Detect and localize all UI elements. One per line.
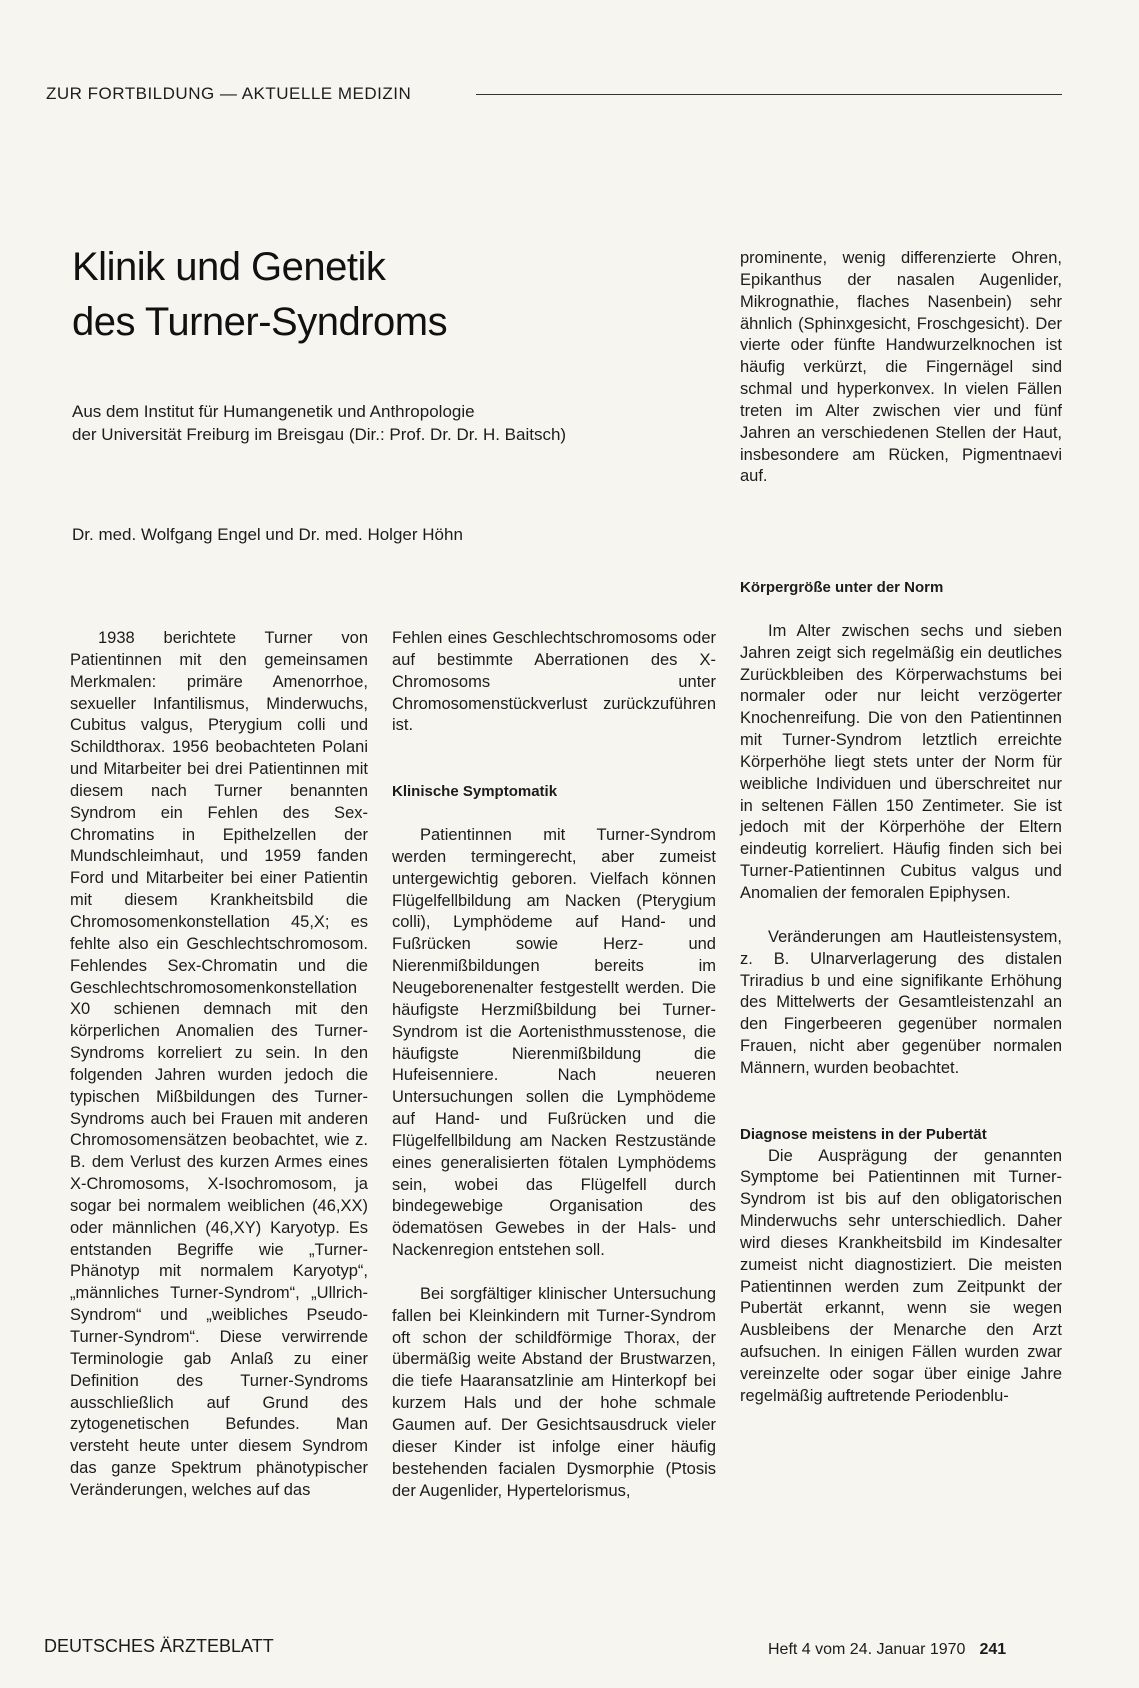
institute-affiliation xyxy=(72,400,566,446)
text-column-1 xyxy=(70,628,368,1502)
issue-info xyxy=(768,1641,1006,1659)
institute-line-1: Aus dem Institut für Humangenetik und Anthropologie xyxy=(72,402,475,421)
section-heading: Körpergröße unter der Norm xyxy=(740,579,944,596)
text-column-2 xyxy=(392,628,716,1502)
text-column-3-top xyxy=(740,248,1062,488)
section-heading: Diagnose meistens in der Pubertät xyxy=(740,1125,987,1143)
authors: Dr. med. Wolfgang Engel und Dr. med. Holger Höhn xyxy=(72,525,463,544)
section-heading: Klinische Symptomatik xyxy=(392,783,558,801)
paragraph: Fehlen eines Geschlechtschromosoms oder auf bestimmte Aberrationen des X-Chromosoms unter Chromosomenstückverlust zurückzuführen ist. xyxy=(392,629,716,735)
title-line-2: des Turner-Syndroms xyxy=(72,300,448,344)
paragraph: Im Alter zwischen sechs und sieben Jahren zeigt sich regelmäßig ein deutliches Zurückbleiben des Körperwachstums bei normaler oder nur leicht verzögerter Knochenreifung. Die von den Patientinnen mit Turner-Syndrom letztlich erreichte Körperhöhe liegt stets unter der Norm für weibliche Individuen und überschreitet nur in seltenen Fällen 150 Zentimeter. Sie ist jedoch mit der Körperhöhe der Eltern eindeutig korreliert. Häufig finden sich bei Turner-Patientinnen Cubitus valgus und Anomalien der femoralen Epiphysen. xyxy=(740,621,1062,902)
title-line-1: Klinik und Genetik xyxy=(72,245,386,289)
paragraph: Veränderungen am Hautleistensystem, z. B. Ulnarverlagerung des distalen Triradius b und eine signifikante Erhöhung des Mittelwerts der Gesamtleistenzahl an den Fingerbeeren gegenüber normalen Frauen, nicht aber gegenüber normalen Männern, wurden beobachtet. xyxy=(740,927,1062,1077)
journal-name: DEUTSCHES ÄRZTEBLATT xyxy=(44,1636,274,1656)
text-column-3 xyxy=(740,577,1062,1408)
header-rule xyxy=(476,94,1062,95)
paragraph: Patientinnen mit Turner-Syndrom werden termingerecht, aber zumeist untergewichtig geboren. Vielfach können Flügelfellbildung am Nacken (Pterygium colli), Lymphödeme auf Hand- und Fußrücken sowie Herz- und Nierenmißbildungen bereits im Neugeborenenalter festgestellt werden. Die häufigste Herzmißbildung bei Turner-Syndrom ist die Aortenisthmusstenose, die häufigste Nierenmißbildung die Hufeisenniere. Nach neueren Untersuchungen sollen die Lymphödeme auf Hand- und Fußrücken und die Flügelfellbildung am Nacken Restzustände eines generalisierten fötalen Lymphödems sein, wobei das Flügelfell durch bindegewebige Organisation des ödematösen Gewebes in der Hals- und Nackenregion entstehen soll. xyxy=(392,826,716,1260)
page-number: 241 xyxy=(979,1641,1007,1658)
paragraph: Die Ausprägung der genannten Symptome bei Patientinnen mit Turner-Syndrom ist bis auf den obligatorischen Minderwuchs sehr unterschiedlich. Daher wird dieses Krankheitsbild im Kindesalter zumeist nicht diagnostiziert. Die meisten Patientinnen werden zum Zeitpunkt der Pubertät erkannt, wenn sie wegen Ausbleibens der Menarche den Arzt aufsuchen. In einigen Fällen wurden zwar vereinzelte oder sogar über einige Jahre regelmäßig auftretende Periodenblu- xyxy=(740,1146,1062,1405)
paragraph: Bei sorgfältiger klinischer Untersuchung fallen bei Kleinkindern mit Turner-Syndrom oft schon der schildförmige Thorax, der übermäßig weite Abstand der Brustwarzen, die tiefe Haaransatzlinie am Hinterkopf bei kurzem Hals und der hohe schmale Gaumen auf. Der Gesichtsausdruck vieler dieser Kinder ist infolge einer häufig bestehenden facialen Dysmorphie (Ptosis der Augenlider, Hypertelorismus, xyxy=(392,1284,716,1500)
paragraph: 1938 berichtete Turner von Patientinnen mit den gemeinsamen Merkmalen: primäre Amenorrhoe, sexueller Infantilismus, Minderwuchs, Cubitus valgus, Pterygium colli und Schildthorax. 1956 beobachteten Polani und Mitarbeiter bei drei Patientinnen mit diesem nach Turner benannten Syndrom ein Fehlen des Sex-Chromatins in Epithelzellen der Mundschleimhaut, und 1959 fanden Ford und Mitarbeiter bei einer Patientin mit diesem Krankheitsbild die Chromosomenkonstellation 45,X; es fehlte also ein Geschlechtschromosom. Fehlendes Sex-Chromatin und die Geschlechtschromosomenkonstellation X0 schienen demnach mit den körperlichen Anomalien des Turner-Syndroms korreliert zu sein. In den folgenden Jahren wurden jedoch die typischen Mißbildungen des Turner-Syndroms auch bei Frauen mit anderen Chromosomensätzen beobachtet, wie z. B. dem Verlust des kurzen Armes eines X-Chromosoms, X-Isochromosom, ja sogar bei normalem weiblichen (46,XX) oder männlichen (46,XY) Karyotyp. Es entstanden Begriffe wie „Turner-Phänotyp mit normalem Karyotyp“, „männliches Turner-Syndrom“, „Ullrich-Syndrom“ und „weibliches Pseudo-Turner-Syndrom“. Diese verwirrende Terminologie gab Anlaß zu einer Definition des Turner-Syndroms ausschließlich auf Grund des zytogenetischen Befundes. Man versteht heute unter diesem Syndrom das ganze Spektrum phänotypischer Veränderungen, welches auf das xyxy=(70,629,368,1499)
paragraph: prominente, wenig differenzierte Ohren, Epikanthus der nasalen Augenlider, Mikrognathie, flaches Nasenbein) sehr ähnlich (Sphinxgesicht, Froschgesicht). Der vierte oder fünfte Handwurzelknochen ist häufig verkürzt, die Fingernägel sind schmal und hyperkonvex. In vielen Fällen treten im Alter zwischen vier und fünf Jahren an verschiedenen Stellen der Haut, insbesondere am Rücken, Pigmentnaevi auf. xyxy=(740,249,1062,486)
issue-date: Heft 4 vom 24. Januar 1970 xyxy=(768,1641,966,1658)
article-title xyxy=(72,240,447,350)
institute-line-2: der Universität Freiburg im Breisgau (Dir.: Prof. Dr. Dr. H. Baitsch) xyxy=(72,425,567,444)
section-label: ZUR FORTBILDUNG — AKTUELLE MEDIZIN xyxy=(46,84,412,103)
